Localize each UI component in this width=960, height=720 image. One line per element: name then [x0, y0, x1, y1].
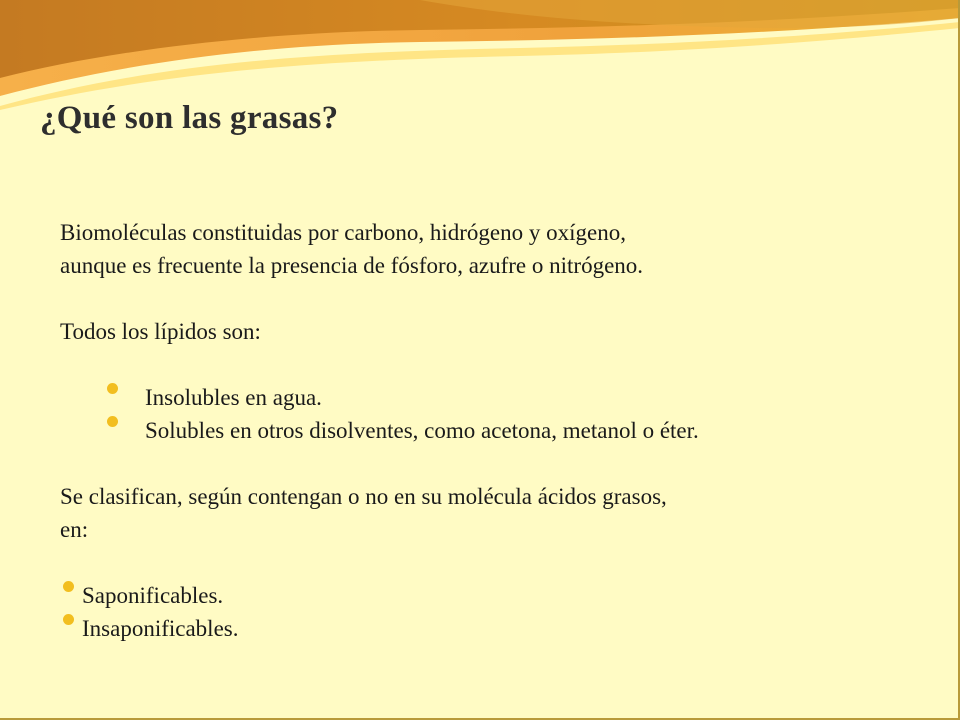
class-item: Saponificables.	[82, 583, 224, 608]
class-item: Insaponificables.	[82, 616, 239, 641]
slide-title: ¿Qué son las grasas?	[40, 100, 339, 136]
definition-line-1: Biomoléculas constituidas por carbono, hidrógeno y oxígeno,	[60, 220, 626, 245]
property-item: Solubles en otros disolventes, como acetona, metanol o éter.	[145, 418, 699, 443]
property-item: Insolubles en agua.	[145, 385, 322, 410]
lipids-intro: Todos los lípidos son:	[60, 319, 261, 344]
bullet-icon	[107, 383, 118, 394]
classification-line-2: en:	[60, 517, 89, 542]
classification-line-1: Se clasifican, según contengan o no en su molécula ácidos grasos,	[60, 484, 667, 509]
bullet-icon	[63, 614, 74, 625]
bullet-icon	[63, 581, 74, 592]
bullet-icon	[107, 416, 118, 427]
definition-line-2: aunque es frecuente la presencia de fósforo, azufre o nitrógeno.	[60, 253, 644, 278]
header-wave-decoration	[0, 0, 960, 110]
